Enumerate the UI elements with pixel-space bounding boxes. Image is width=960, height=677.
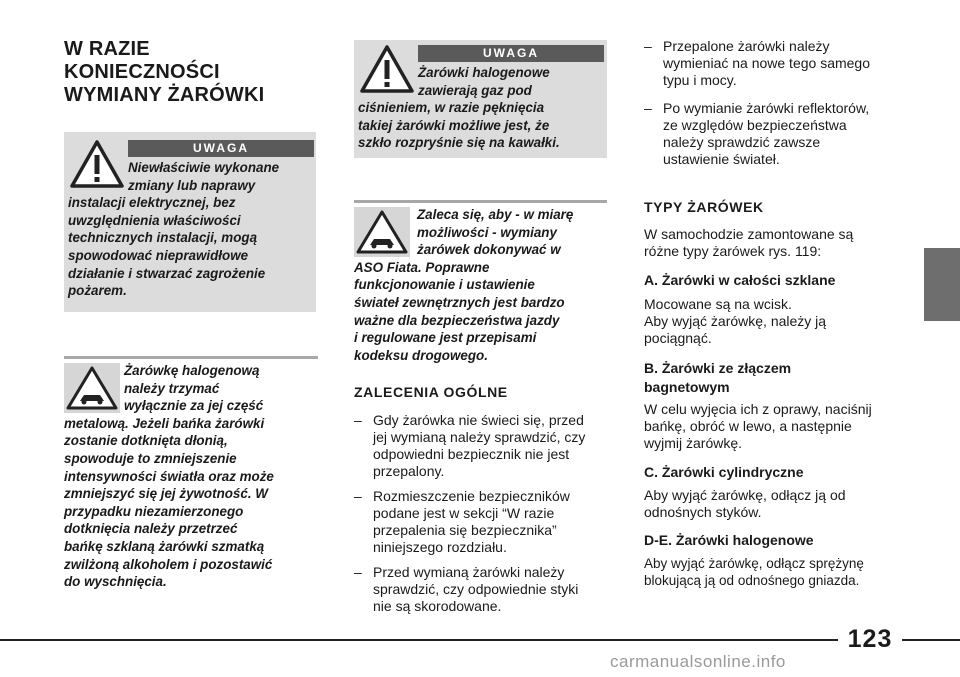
list-text-line: wymieniać na nowe tego samego: [663, 55, 871, 71]
note-text-line: do wyschnięcia.: [64, 574, 167, 590]
warning-text-line: spowodować nieprawidłowe: [68, 247, 249, 263]
para-line: W samochodzie zamontowane są: [644, 226, 854, 242]
section-divider: [354, 200, 607, 203]
warning-text-line: takiej żarówki możliwe jest, że: [358, 117, 550, 133]
note-text-line: i regulowane jest przepisami: [354, 330, 537, 346]
note-text-line: bańkę szklaną żarówki szmatką: [64, 538, 265, 554]
para-line: pociągnąć.: [644, 330, 712, 346]
list-dash: –: [644, 38, 652, 54]
note-text-line: Żarówkę halogenową: [124, 363, 260, 378]
warning-text-line: technicznych instalacji, mogą: [68, 230, 258, 246]
list-text-line: ustawienie świateł.: [663, 151, 780, 167]
list-text-line: Gdy żarówka nie świeci się, przed: [373, 412, 584, 428]
warning-triangle-icon: [360, 45, 414, 93]
list-text-line: typu i mocy.: [663, 72, 737, 88]
note-text-line: żarówek dokonywać w: [417, 242, 561, 258]
caution-car-icon: [64, 363, 120, 413]
warning-triangle-icon: [70, 140, 124, 188]
warning-text-line: pożarem.: [68, 283, 127, 299]
caution-car-icon: [354, 207, 410, 257]
chapter-tab: [924, 248, 960, 321]
note-text-line: przypadku niezamierzonego: [64, 503, 244, 519]
list-text-line: podane jest w sekcji “W razie: [373, 505, 555, 521]
note-text-line: dotknięcia należy przetrzeć: [64, 521, 238, 537]
title-line-1: W RAZIE: [64, 38, 150, 60]
warning-label: UWAGA: [418, 45, 604, 62]
warning-text-line: działanie i stwarzać zagrożenie: [68, 265, 266, 281]
subtitle-de: D-E. Żarówki halogenowe: [644, 532, 814, 548]
list-text-line: należy sprawdzić zawsze: [663, 134, 821, 150]
list-dash: –: [354, 488, 362, 504]
para-line: blokującą ją od odnośnego gniazda.: [644, 573, 860, 588]
note-text-line: intensywności światła oraz może: [64, 468, 274, 484]
para-line: odnośnych styków.: [644, 504, 762, 520]
warning-text-line: Żarówki halogenowe: [418, 65, 550, 80]
list-dash: –: [354, 412, 362, 428]
list-text-line: sprawdzić, czy odpowiednie styki: [373, 581, 579, 597]
types-intro: [644, 226, 914, 260]
list-dash: –: [354, 564, 362, 580]
list-text-line: przepalony.: [373, 463, 445, 479]
subtitle-a: A. Żarówki w całości szklane: [644, 272, 836, 288]
warning-text-line: zawierają gaz pod: [418, 82, 532, 98]
note-text-line: funkcjonowanie i ustawienie: [354, 277, 535, 293]
list-text-line: jej wymianą należy sprawdzić, czy: [373, 429, 586, 445]
warning-text-line: ciśnieniem, w razie pęknięcia: [358, 100, 545, 116]
list-text-line: Przepalone żarówki należy: [663, 38, 830, 54]
page-title: [64, 38, 324, 107]
note-text-line: wyłącznie za jej część: [124, 398, 264, 414]
list-text-line: Po wymianie żarówki reflektorów,: [663, 100, 870, 116]
note-text-line: zwilżoną alkoholem i pozostawić: [64, 556, 273, 572]
section-title-types: TYPY ŻARÓWEK: [644, 199, 764, 215]
watermark: carmanualsonline.info: [610, 652, 786, 671]
para-line: W celu wyjęcia ich z oprawy, naciśnij: [644, 401, 872, 417]
subtitle-line: bagnetowym: [644, 379, 730, 395]
list-dash: –: [644, 100, 652, 116]
note-text-line: metalową. Jeżeli bańka żarówki: [64, 415, 265, 431]
section-title-general: ZALECENIA OGÓLNE: [354, 384, 508, 400]
para-c: [644, 487, 914, 521]
list-text-line: Rozmieszczenie bezpieczników: [373, 488, 570, 504]
note-text-line: należy trzymać: [124, 380, 220, 396]
subtitle-line: B. Żarówki ze złączem: [644, 360, 792, 376]
subtitle-c: C. Żarówki cylindryczne: [644, 464, 804, 480]
note-text-line: ASO Fiata. Poprawne: [354, 259, 490, 275]
para-a: [644, 296, 914, 347]
footer-rule: [0, 639, 960, 641]
warning-text-line: uwzględnienia właściwości: [68, 212, 241, 228]
note-text-line: możliwości - wymiany: [417, 224, 557, 240]
note-text-line: zmniejszyć się jej żywotność. W: [64, 486, 268, 502]
para-line: Mocowane są na wcisk.: [644, 296, 792, 312]
warning-text-line: Niewłaściwie wykonane: [128, 160, 280, 175]
para-line: Aby wyjąć żarówkę, należy ją: [644, 313, 827, 329]
note-text-line: ważne dla bezpieczeństwa jazdy: [354, 312, 560, 328]
para-b: [644, 401, 924, 452]
warning-box-electrical: [64, 132, 316, 312]
note-text-line: zostanie dotknięta dłonią,: [64, 433, 228, 449]
note-text-line: spowoduje to zmniejszenie: [64, 450, 237, 466]
list-text-line: nie są skorodowane.: [373, 598, 502, 614]
list-text-line: Przed wymianą żarówki należy: [373, 564, 565, 580]
warning-label: UWAGA: [128, 140, 314, 157]
list-text-line: przepalenia się bezpiecznika”: [373, 522, 557, 538]
list-text-line: odpowiedni bezpiecznik nie jest: [373, 446, 570, 462]
note-text-line: kodeksu drogowego.: [354, 347, 488, 363]
para-line: Aby wyjąć żarówkę, odłącz ją od: [644, 487, 846, 503]
warning-box-halogen-pressure: [354, 40, 607, 158]
section-divider: [64, 356, 318, 359]
title-line-3: WYMIANY ŻARÓWKI: [64, 84, 265, 106]
page-number: 123: [838, 626, 902, 653]
warning-text-line: szkło rozpryśnie się na kawałki.: [358, 135, 560, 151]
para-line: bańkę, obróć w lewo, a następnie: [644, 418, 852, 434]
list-text-line: niniejszego rozdziału.: [373, 539, 507, 555]
note-text-line: świateł zewnętrznych jest bardzo: [354, 294, 565, 310]
list-text-line: ze względów bezpieczeństwa: [663, 117, 847, 133]
note-text-line: Zaleca się, aby - w miarę: [417, 207, 574, 222]
subtitle-b: [644, 359, 791, 397]
warning-text-line: instalacji elektrycznej, bez: [68, 195, 236, 211]
para-line: różne typy żarówek rys. 119:: [644, 243, 822, 259]
warning-text-line: zmiany lub naprawy: [128, 177, 256, 193]
para-line: wyjmij żarówkę.: [644, 435, 743, 451]
para-de: [644, 555, 924, 589]
title-line-2: KONIECZNOŚCI: [64, 61, 220, 83]
para-line: Aby wyjąć żarówkę, odłącz sprężynę: [644, 556, 864, 571]
